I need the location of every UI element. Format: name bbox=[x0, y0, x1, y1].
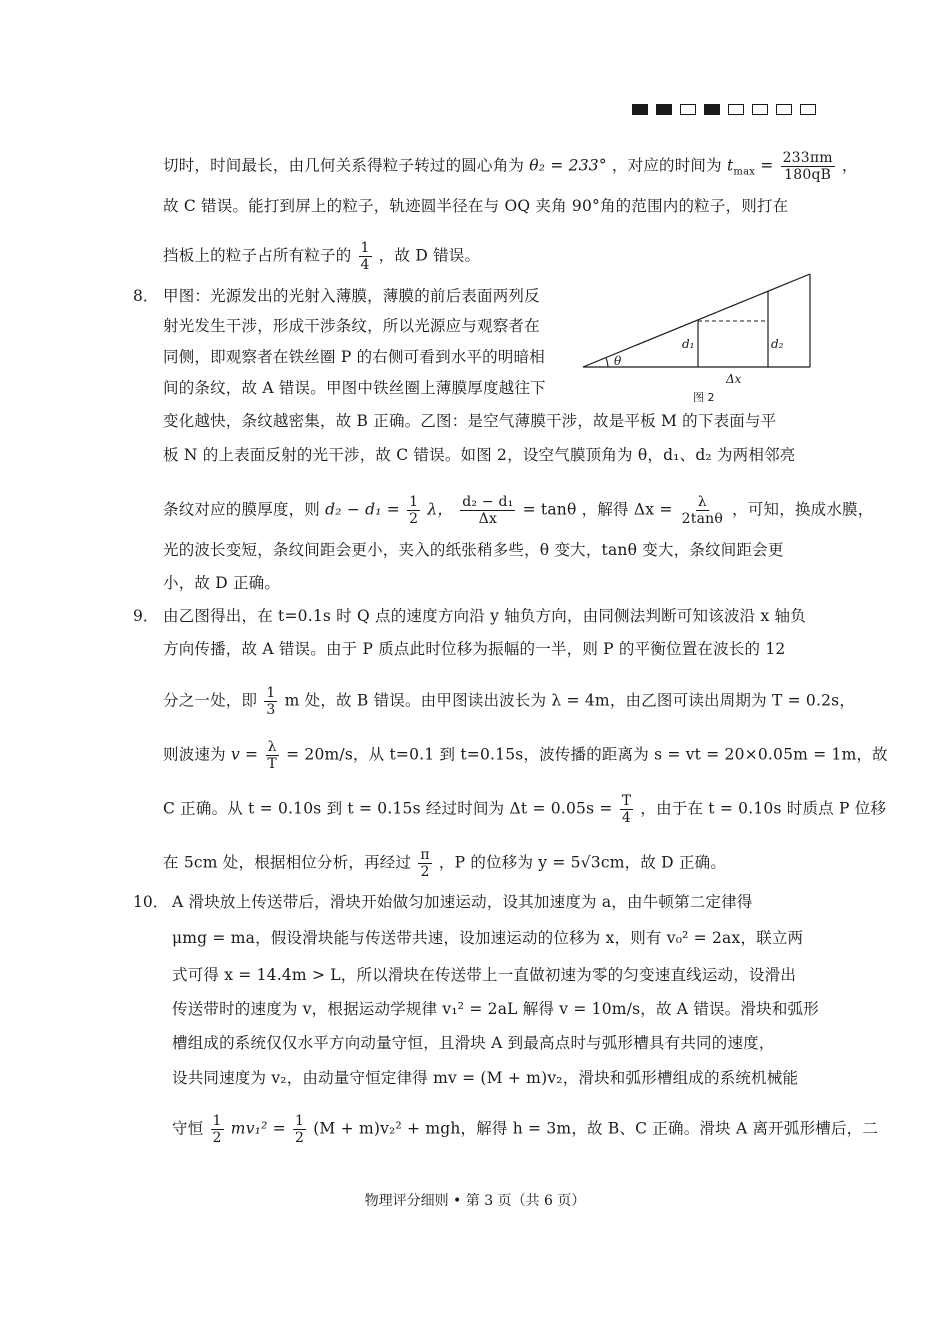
figure-caption: 图 2 bbox=[693, 391, 715, 404]
fraction: $\frac{\pi}{2}$ bbox=[420, 847, 430, 880]
theta-label: θ bbox=[614, 354, 622, 368]
fraction: $\frac{\text{d₂ − d₁}}{\Delta x}$ bbox=[462, 494, 514, 527]
text: m 处，故 B 错误。由甲图读出波长为 λ = 4m，由乙图可读出周期为 T = 0.2s， bbox=[284, 691, 856, 710]
mark-empty bbox=[800, 104, 816, 115]
text: ， bbox=[841, 156, 858, 175]
p10-line-4: 传送带时的速度为 v，根据运动学规律 v₁² = 2aL 解得 v = 10m/s，故 A 错误。滑块和弧形 bbox=[172, 1000, 819, 1018]
mark-filled bbox=[656, 104, 672, 115]
text: 切时，时间最长，由几何关系得粒子转过的圆心角为 bbox=[163, 156, 525, 175]
mark-filled bbox=[704, 104, 720, 115]
math: λ， bbox=[427, 500, 454, 519]
mark-empty bbox=[728, 104, 744, 115]
mark-empty bbox=[776, 104, 792, 115]
p8-line-5: 变化越快，条纹越密集，故 B 正确。乙图：是空气薄膜干涉，故是平板 M 的下表面与平 bbox=[163, 412, 777, 430]
p9-line-6 bbox=[163, 847, 726, 880]
page-footer: 物理评分细则 • 第 3 页（共 6 页） bbox=[364, 1193, 586, 1209]
text: ，故 D 错误。 bbox=[378, 246, 481, 265]
fraction: $\frac{233\pi m}{180qB}$ bbox=[782, 150, 833, 183]
subscript: max bbox=[733, 166, 756, 178]
p8-line-7 bbox=[163, 494, 873, 527]
mark-filled bbox=[632, 104, 648, 115]
p10-line-3: 式可得 x = 14.4m > L，所以滑块在传送带上一直做初速为零的匀变速直线运动，设滑出 bbox=[172, 966, 797, 984]
progress-marks bbox=[632, 104, 816, 115]
p8-line-3: 同侧，即观察者在铁丝圈 P 的右侧可看到水平的明暗相 bbox=[163, 348, 545, 366]
p8-line-2: 射光发生干涉，形成干涉条纹，所以光源应与观察者在 bbox=[163, 317, 540, 335]
fraction: $\frac{T}{4}$ bbox=[621, 793, 632, 826]
text: 挡板上的粒子占所有粒子的 bbox=[163, 246, 352, 265]
p9-line-5 bbox=[163, 793, 886, 826]
p10-line-5: 槽组成的系统仅仅水平方向动量守恒，且滑块 A 到最高点时与弧形槽具有共同的速度， bbox=[172, 1034, 775, 1052]
math: d₂ − d₁ = bbox=[325, 500, 400, 519]
text: 则波速为 bbox=[163, 745, 226, 764]
text: (M + m)v₂² + mgh，解得 h = 3m，故 B、C 正确。滑块 A 离开弧形槽后，二 bbox=[313, 1119, 879, 1138]
text: C 正确。从 t = 0.10s 到 t = 0.15s 经过时间为 Δt = 0.05s = bbox=[163, 799, 613, 818]
math: t bbox=[726, 156, 734, 175]
p8-line-4: 间的条纹，故 A 错误。甲图中铁丝圈上薄膜厚度越往下 bbox=[163, 379, 546, 397]
p10-line-1: A 滑块放上传送带后，滑块开始做匀加速运动，设其加速度为 a，由牛顿第二定律得 bbox=[172, 893, 753, 911]
p8-line-6: 板 N 的上表面反射的光干涉，故 C 错误。如图 2，设空气膜顶角为 θ，d₁、d₂ 为两相邻亮 bbox=[163, 446, 796, 464]
p8-line-8: 光的波长变短，条纹间距会更小，夹入的纸张稍多些，θ 变大，tanθ 变大，条纹间距会更 bbox=[163, 541, 784, 559]
p7-line-1 bbox=[163, 150, 858, 183]
math: = bbox=[760, 156, 774, 175]
text: ，由于在 t = 0.10s 时质点 P 位移 bbox=[640, 799, 887, 818]
math: Δx = bbox=[633, 500, 673, 519]
p10-number: 10． bbox=[133, 893, 169, 911]
text: ，解得 bbox=[581, 500, 629, 519]
p7-line-2: 故 C 错误。能打到屏上的粒子，轨迹圆半径在与 OQ 夹角 90°角的范围内的粒子，则打在 bbox=[163, 197, 789, 215]
p9-line-1: 由乙图得出，在 t=0.1s 时 Q 点的速度方向沿 y 轴负方向，由同侧法判断可知该波沿 x 轴负 bbox=[163, 607, 806, 625]
d2-label: d₂ bbox=[771, 337, 784, 351]
fraction: $\frac{1}{3}$ bbox=[266, 685, 276, 718]
p8-line-9: 小，故 D 正确。 bbox=[163, 574, 281, 592]
p8-line-1: 甲图：光源发出的光射入薄膜，薄膜的前后表面两列反 bbox=[163, 287, 540, 305]
mark-empty bbox=[752, 104, 768, 115]
p9-line-4 bbox=[163, 739, 888, 772]
text: ，P 的位移为 y = 5√3cm，故 D 正确。 bbox=[438, 853, 727, 872]
text: ，可知，换成水膜， bbox=[732, 500, 874, 519]
p10-line-7 bbox=[172, 1113, 878, 1146]
text: 守恒 bbox=[172, 1119, 204, 1138]
math: = tanθ bbox=[522, 500, 577, 519]
fraction: $\frac{1}{2}$ bbox=[294, 1113, 305, 1146]
d1-label: d₁ bbox=[682, 337, 695, 351]
p8-number: 8． bbox=[133, 287, 159, 305]
angle-arc bbox=[606, 358, 608, 367]
text: 在 5cm 处，根据相位分析，再经过 bbox=[163, 853, 412, 872]
mark-empty bbox=[680, 104, 696, 115]
fraction: $\frac{1}{2}$ bbox=[212, 1113, 222, 1146]
text: 条纹对应的膜厚度，则 bbox=[163, 500, 321, 519]
fraction: $\frac{1}{4}$ bbox=[360, 240, 370, 273]
text: 分之一处，即 bbox=[163, 691, 258, 710]
figure-2-wedge-diagram bbox=[578, 270, 818, 405]
math: v = bbox=[230, 745, 259, 764]
p9-line-3 bbox=[163, 685, 855, 718]
dx-label: Δx bbox=[726, 372, 742, 386]
text: ，对应的时间为 bbox=[611, 156, 722, 175]
text: = 20m/s，从 t=0.1 到 t=0.15s，波传播的距离为 s = vt = 20×0.05m = 1m，故 bbox=[286, 745, 888, 764]
math: θ₂ = 233° bbox=[529, 156, 607, 175]
p7-line-3 bbox=[163, 240, 480, 273]
p9-number: 9． bbox=[133, 607, 159, 625]
fraction: $\frac{1}{2}$ bbox=[409, 494, 419, 527]
fraction: $\frac{\lambda}{2\tan\theta}$ bbox=[681, 494, 723, 527]
math: mv₁² = bbox=[230, 1119, 286, 1138]
p10-line-2: μmg = ma，假设滑块能与传送带共速，设加速运动的位移为 x，则有 v₀² = 2ax，联立两 bbox=[172, 929, 804, 947]
p10-line-6: 设共同速度为 v₂，由动量守恒定律得 mv = (M + m)v₂，滑块和弧形槽组成的系统机械能 bbox=[172, 1069, 799, 1087]
p9-line-2: 方向传播，故 A 错误。由于 P 质点此时位移为振幅的一半，则 P 的平衡位置在波长的 12 bbox=[163, 640, 786, 658]
fraction: $\frac{\lambda}{T}$ bbox=[267, 739, 277, 772]
